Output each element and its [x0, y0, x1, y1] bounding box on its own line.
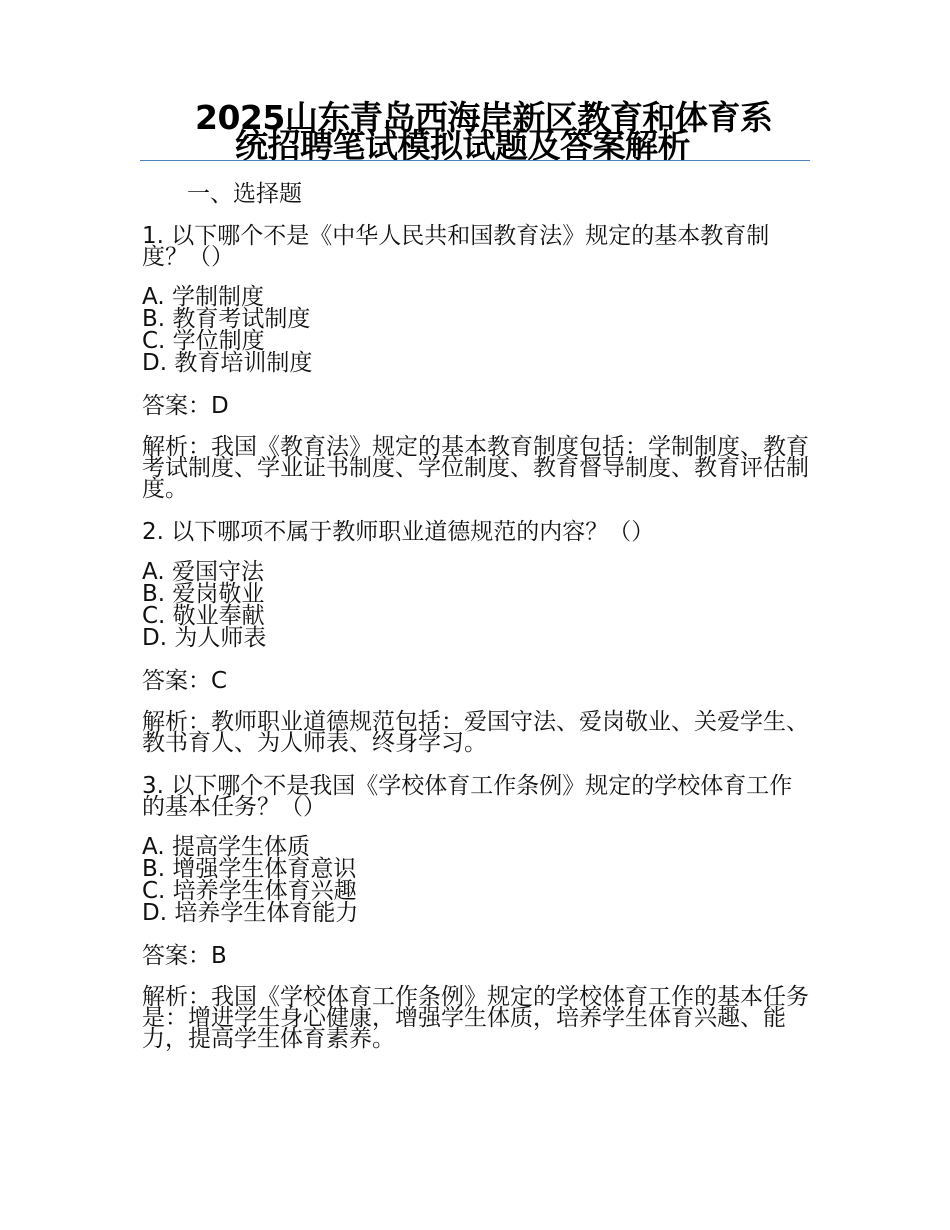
option-c: C. 学位制度 — [142, 328, 265, 354]
option-c: C. 培养学生体育兴趣 — [142, 878, 357, 904]
option-c: C. 敬业奉献 — [142, 603, 265, 629]
option-a: A. 提高学生体质 — [142, 834, 310, 860]
question-block — [142, 773, 810, 1052]
option-list — [142, 836, 810, 924]
document-title — [140, 98, 810, 165]
option-b: B. 教育考试制度 — [142, 306, 311, 332]
option-d: D. 教育培训制度 — [142, 350, 313, 376]
explanation-text: 解析：我国《学校体育工作条例》规定的学校体育工作的基本任务是：增进学生身心健康，增强学生体质，培养学生体育兴趣、能力，提高学生体育素养。 — [142, 984, 809, 1052]
option-list — [142, 286, 810, 374]
option-list — [142, 561, 810, 649]
option-a: A. 爱国守法 — [142, 559, 264, 585]
option-d: D. 培养学生体育能力 — [142, 900, 359, 926]
section-heading: 一、选择题 — [187, 181, 302, 207]
question-stem: 1. 以下哪个不是《中华人民共和国教育法》规定的基本教育制度？（） — [142, 223, 770, 270]
question-block — [142, 223, 810, 502]
title-line-1: 2025山东青岛西海岸新区教育和体育系 — [195, 98, 773, 137]
option-b: B. 爱岗敬业 — [142, 581, 265, 607]
question-block — [142, 519, 810, 756]
title-underline — [140, 160, 810, 161]
option-b: B. 增强学生体育意识 — [142, 856, 357, 882]
question-stem: 2. 以下哪项不属于教师职业道德规范的内容？（） — [142, 519, 655, 545]
title-line-2: 统招聘笔试模拟试题及答案解析 — [235, 126, 690, 165]
explanation-text: 解析：教师职业道德规范包括：爱国守法、爱岗敬业、关爱学生、教书育人、为人师表、终身学习。 — [142, 709, 809, 756]
answer-line: 答案：B — [142, 943, 227, 969]
question-stem: 3. 以下哪个不是我国《学校体育工作条例》规定的学校体育工作的基本任务？（） — [142, 773, 793, 820]
answer-line: 答案：D — [142, 393, 229, 419]
question-list — [142, 223, 810, 1072]
explanation-text: 解析：我国《教育法》规定的基本教育制度包括：学制制度、教育考试制度、学业证书制度、学位制度、教育督导制度、教育评估制度。 — [142, 434, 809, 502]
option-d: D. 为人师表 — [142, 625, 267, 651]
option-a: A. 学制制度 — [142, 284, 264, 310]
answer-line: 答案：C — [142, 668, 228, 694]
